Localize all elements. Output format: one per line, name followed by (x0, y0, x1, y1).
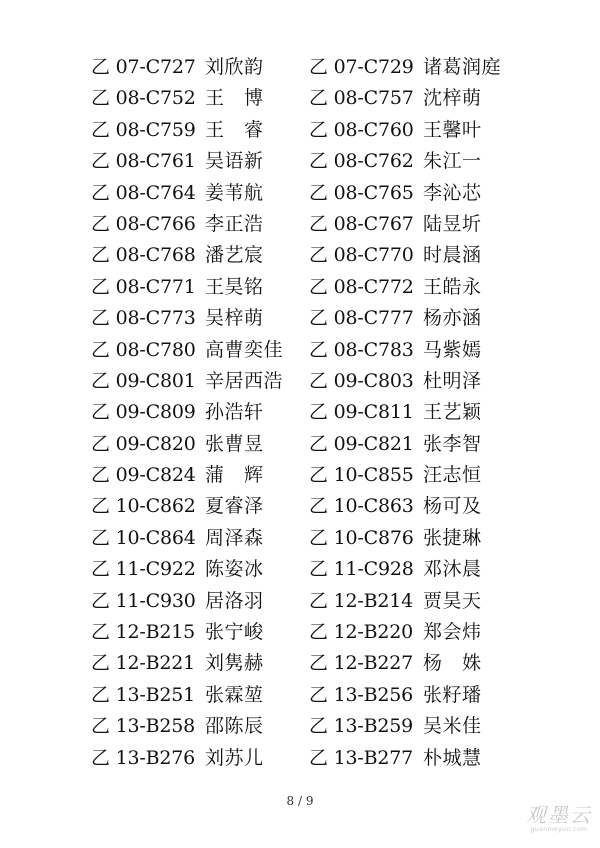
watermark-text: 观墨云 (526, 803, 592, 827)
list-row (0, 491, 600, 522)
entry-code: 乙 10-C876 (309, 526, 414, 549)
entry-name: 李正浩 (205, 212, 264, 235)
entry-name: 杨 姝 (423, 652, 482, 675)
list-entry-right (309, 743, 482, 774)
entry-name: 张李智 (423, 432, 482, 455)
entry-code: 乙 08-C759 (91, 118, 196, 141)
entry-name: 夏睿泽 (205, 495, 264, 518)
list-entry-left (91, 491, 264, 522)
entry-code: 乙 12-B227 (309, 652, 414, 675)
entry-code: 乙 08-C752 (91, 87, 196, 110)
list-row (0, 460, 600, 491)
entry-name: 姜苇航 (205, 181, 264, 204)
list-entry-left (91, 52, 264, 83)
entry-code: 乙 10-C864 (91, 526, 196, 549)
entry-name: 孙浩轩 (205, 401, 264, 424)
entry-code: 乙 08-C761 (91, 150, 196, 173)
entry-name: 王馨叶 (423, 118, 482, 141)
list-entry-left (91, 178, 264, 209)
list-row (0, 52, 600, 83)
list-entry-left (91, 429, 264, 460)
entry-code: 乙 08-C760 (309, 118, 414, 141)
entry-name: 刘苏儿 (205, 746, 264, 769)
list-row (0, 617, 600, 648)
list-row (0, 240, 600, 271)
entry-name: 刘隽赫 (205, 652, 264, 675)
list-entry-left (91, 272, 264, 303)
list-entry-right (309, 115, 482, 146)
entry-code: 乙 13-B258 (91, 715, 196, 738)
entry-code: 乙 08-C768 (91, 244, 196, 267)
list-entry-right (309, 523, 482, 554)
list-entry-right (309, 303, 482, 334)
entry-code: 乙 08-C773 (91, 307, 196, 330)
entry-code: 乙 12-B214 (309, 589, 414, 612)
list-entry-right (309, 83, 482, 114)
entry-name: 邓沐晨 (423, 558, 482, 581)
list-entry-right (309, 52, 501, 83)
list-entry-left (91, 83, 264, 114)
entry-name: 郑会炜 (423, 621, 482, 644)
page-number: 8 / 9 (286, 794, 314, 808)
entry-name: 刘欣韵 (205, 56, 264, 78)
entry-name: 潘艺宸 (205, 244, 264, 267)
entry-code: 乙 08-C764 (91, 181, 196, 204)
list-entry-right (309, 711, 482, 742)
list-entry-right (309, 460, 482, 491)
entry-code: 乙 11-C922 (91, 558, 196, 581)
entry-code: 乙 10-C863 (309, 495, 414, 518)
entry-name: 高曹奕佳 (205, 338, 284, 361)
entry-name: 张籽璠 (423, 683, 482, 706)
watermark-url: guanmoyun.com (530, 826, 588, 833)
entry-name: 张宁峻 (205, 621, 264, 644)
entry-name: 张捷琳 (423, 526, 482, 549)
entry-code: 乙 09-C824 (91, 464, 196, 487)
list-entry-left (91, 240, 264, 271)
entry-code: 乙 08-C757 (309, 87, 414, 110)
entry-code: 乙 09-C803 (309, 369, 414, 392)
list-entry-right (309, 680, 482, 711)
entry-code: 乙 10-C855 (309, 464, 414, 487)
entry-code: 乙 09-C801 (91, 369, 196, 392)
entry-name: 居洛羽 (205, 589, 264, 612)
entry-name: 辛居西浩 (205, 369, 284, 392)
entry-code: 乙 08-C765 (309, 181, 414, 204)
entry-name: 贾昊天 (423, 589, 482, 612)
list-entry-right (309, 272, 482, 303)
entry-code: 乙 11-C930 (91, 589, 196, 612)
list-entry-right (309, 554, 482, 585)
entry-name: 张曹昱 (205, 432, 264, 455)
list-entry-left (91, 460, 264, 491)
name-list (0, 52, 600, 774)
entry-name: 朱江一 (423, 150, 482, 173)
entry-code: 乙 13-B276 (91, 746, 196, 769)
entry-name: 沈梓萌 (423, 87, 482, 110)
entry-code: 乙 13-B259 (309, 715, 414, 738)
entry-name: 王艺颖 (423, 401, 482, 424)
list-row (0, 523, 600, 554)
entry-name: 邵陈辰 (205, 715, 264, 738)
entry-name: 杨可及 (423, 495, 482, 518)
list-entry-left (91, 554, 264, 585)
list-row (0, 586, 600, 617)
list-entry-right (309, 146, 482, 177)
entry-code: 乙 07-C727 (91, 56, 196, 78)
entry-code: 乙 08-C777 (309, 307, 414, 330)
entry-code: 乙 13-B251 (91, 683, 196, 706)
list-entry-right (309, 397, 482, 428)
list-entry-right (309, 429, 482, 460)
list-entry-right (309, 491, 482, 522)
entry-name: 蒲 辉 (205, 464, 264, 487)
list-row (0, 680, 600, 711)
list-entry-left (91, 586, 264, 617)
list-row (0, 397, 600, 428)
entry-code: 乙 12-B221 (91, 652, 196, 675)
list-entry-left (91, 366, 283, 397)
entry-name: 周泽森 (205, 526, 264, 549)
list-entry-right (309, 240, 482, 271)
list-entry-right (309, 209, 482, 240)
list-row (0, 335, 600, 366)
list-entry-left (91, 680, 264, 711)
entry-name: 杜明泽 (423, 369, 482, 392)
entry-code: 乙 08-C783 (309, 338, 414, 361)
list-entry-right (309, 178, 482, 209)
list-row (0, 146, 600, 177)
list-row (0, 209, 600, 240)
entry-code: 乙 08-C767 (309, 212, 414, 235)
list-row (0, 743, 600, 774)
list-row (0, 366, 600, 397)
entry-code: 乙 12-B220 (309, 621, 414, 644)
list-entry-left (91, 335, 283, 366)
entry-code: 乙 09-C821 (309, 432, 414, 455)
entry-name: 吴语新 (205, 150, 264, 173)
entry-code: 乙 09-C820 (91, 432, 196, 455)
watermark-logo (526, 804, 592, 834)
entry-name: 杨亦涵 (423, 307, 482, 330)
entry-code: 乙 08-C766 (91, 212, 196, 235)
entry-code: 乙 13-B256 (309, 683, 414, 706)
list-entry-left (91, 115, 264, 146)
entry-name: 王 博 (205, 87, 264, 110)
entry-code: 乙 08-C772 (309, 275, 414, 298)
list-row (0, 178, 600, 209)
list-entry-right (309, 366, 482, 397)
entry-name: 时晨涵 (423, 244, 482, 267)
list-entry-left (91, 743, 264, 774)
list-entry-left (91, 303, 264, 334)
list-entry-left (91, 146, 264, 177)
entry-name: 王 睿 (205, 118, 264, 141)
list-row (0, 648, 600, 679)
list-row (0, 115, 600, 146)
entry-code: 乙 10-C862 (91, 495, 196, 518)
entry-name: 马紫嫣 (423, 338, 482, 361)
list-entry-left (91, 397, 264, 428)
list-row (0, 272, 600, 303)
list-entry-right (309, 648, 482, 679)
entry-code: 乙 08-C770 (309, 244, 414, 267)
list-entry-left (91, 711, 264, 742)
list-entry-right (309, 617, 482, 648)
entry-code: 乙 12-B215 (91, 621, 196, 644)
entry-name: 汪志恒 (423, 464, 482, 487)
entry-name: 王皓永 (423, 275, 482, 298)
entry-code: 乙 09-C811 (309, 401, 414, 424)
entry-code: 乙 09-C809 (91, 401, 196, 424)
list-row (0, 303, 600, 334)
entry-name: 李沁芯 (423, 181, 482, 204)
list-entry-left (91, 523, 264, 554)
list-row (0, 429, 600, 460)
list-row (0, 83, 600, 114)
entry-name: 张霖堃 (205, 683, 264, 706)
list-entry-right (309, 586, 482, 617)
entry-name: 陈姿冰 (205, 558, 264, 581)
list-entry-left (91, 648, 264, 679)
entry-code: 乙 07-C729 (309, 56, 414, 78)
entry-name: 陆昱圻 (423, 212, 482, 235)
entry-code: 乙 13-B277 (309, 746, 414, 769)
list-entry-right (309, 335, 482, 366)
entry-code: 乙 11-C928 (309, 558, 414, 581)
entry-name: 诸葛润庭 (423, 56, 502, 78)
entry-name: 王昊铭 (205, 275, 264, 298)
entry-name: 吴梓萌 (205, 307, 264, 330)
entry-code: 乙 08-C771 (91, 275, 196, 298)
list-entry-left (91, 209, 264, 240)
list-row (0, 554, 600, 585)
entry-name: 朴城慧 (423, 746, 482, 769)
entry-code: 乙 08-C762 (309, 150, 414, 173)
list-row (0, 711, 600, 742)
entry-name: 吴米佳 (423, 715, 482, 738)
entry-code: 乙 08-C780 (91, 338, 196, 361)
list-entry-left (91, 617, 264, 648)
